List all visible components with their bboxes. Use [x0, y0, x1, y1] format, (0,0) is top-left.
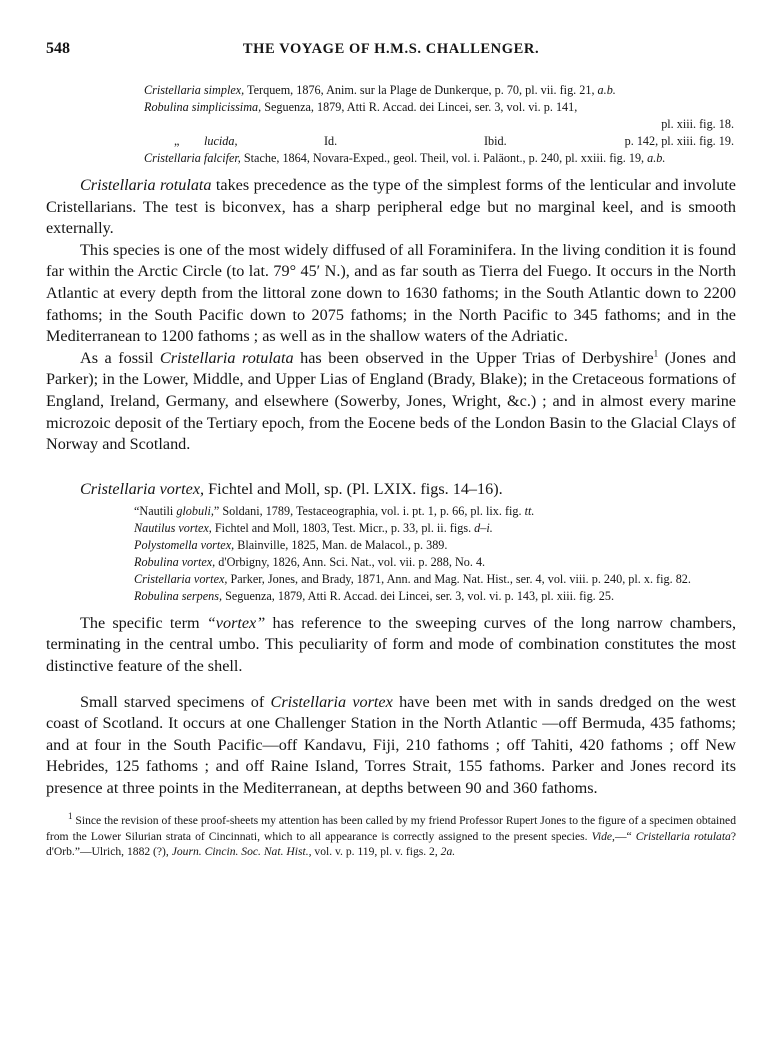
paragraph-description: Cristellaria rotulata takes precedence as the type of the simplest forms of the lenticular and involute Cristellarians. The test is biconvex, has a sharp peripheral edge but no marginal keel, and is smooth externally.	[46, 176, 736, 238]
synonym-entry: “Nautili globuli,” Soldani, 1789, Testaceographia, vol. i. pt. 1, p. 66, pl. lix. fig. tt.	[134, 503, 535, 518]
running-title: THE VOYAGE OF H.M.S. CHALLENGER.	[242, 41, 540, 57]
paragraph-term: The specific term “vortex” has reference to the sweeping curves of the long narrow chambers, terminating in the central umbo. This peculiarity of form and mode of combination constitutes the most distinctive feature of the shell.	[46, 613, 736, 675]
paragraph-fossil-record: As a fossil Cristellaria rotulata has been observed in the Upper Trias of Derbyshire$^1$ (Jones and Parker); in the Lower, Middle, and Upper Lias of England (Brady, Blake); in the Cretaceous formations of England, Ireland, Germany, and elsewhere (Sowerby, Jones, Wright, &c.) ; and in almost every marine microzoic deposit of the Tertiary epoch, from the Eocene beds of the London Basin to the Glacial Clays of Norway and Scotland.	[46, 348, 736, 454]
synonym-entry: Robulina serpens, Seguenza, 1879, Atti R. Accad. dei Lincei, ser. 3, vol. vi. p. 143, pl. xiii. fig. 25.	[134, 588, 614, 603]
synonym-entry: Cristellaria falcifer, Stache, 1864, Novara-Exped., geol. Theil, vol. i. Paläont., p. 240, pl. xxiii. fig. 19, a.b.	[144, 151, 666, 165]
synonym-entry: Cristellaria simplex, Terquem, 1876, Anim. sur la Plage de Dunkerque, p. 70, pl. vii. fig. 21, a.b.	[144, 83, 616, 97]
paragraph-occurrence: Small starved specimens of Cristellaria vortex have been met with in sands dredged on the west coast of Scotland. It occurs at one Challenger Station in the North Atlantic —off Bermuda, 435 fathoms; and at four in the South Pacific—off Kandavu, Fiji, 210 fathoms ; off Tahiti, 420 fathoms ; off New Hebrides, 125 fathoms ; and off Raine Island, Torres Strait, 155 fathoms. Parker and Jones record its presence at three points in the Mediterranean, at depths between 90 and 360 fathoms.	[46, 692, 737, 797]
footnote: $^1$ Since the revision of these proof-sheets my attention has been called by my friend Professor Rupert Jones to the figure of a specimen obtained from the Lower Silurian strata of Cincinnati, which to all appearance is correctly assigned to the present species. Vide,—“ Cristellaria rotulata? d'Orb.”—Ulrich, 1882 (?), Journ. Cincin. Soc. Nat. Hist., vol. v. p. 119, pl. v. figs. 2, 2a.	[46, 811, 737, 859]
synonymy-list-rotulata	[144, 82, 734, 167]
synonym-entry: Robulina simplicissima, Seguenza, 1879, Atti R. Accad. dei Lincei, ser. 3, vol. vi. p. 141,	[144, 100, 578, 114]
species-heading: Cristellaria vortex, Fichtel and Moll, sp. (Pl. LXIX. figs. 14–16).	[80, 479, 503, 498]
paragraph-distribution: This species is one of the most widely diffused of all Foraminifera. In the living condition it is found far within the Arctic Circle (to lat. 79° 45′ N.), and as far south as Tierra del Fuego. It occurs in the North Atlantic at every depth from the littoral zone down to 1630 fathoms; in the South Atlantic down to 2200 fathoms; in the South Pacific down to 2075 fathoms; in the North Pacific to 345 fathoms; and in the Mediterranean to 1200 fathoms ; as well as in the shallow waters of the Adriatic.	[46, 240, 736, 346]
synonym-entry: „ lucida, Id. Ibid. p. 142, pl. xiii. fig. 19.	[174, 134, 734, 148]
page	[46, 40, 736, 860]
synonym-entry: Nautilus vortex, Fichtel and Moll, 1803, Test. Micr., p. 33, pl. ii. figs. d–i.	[134, 520, 493, 535]
synonym-entry: Polystomella vortex, Blainville, 1825, Man. de Malacol., p. 389.	[134, 537, 448, 552]
synonym-entry: Cristellaria vortex, Parker, Jones, and Brady, 1871, Ann. and Mag. Nat. Hist., ser. 4, vol. viii. p. 240, pl. x. fig. 82.	[134, 571, 691, 586]
synonymy-list-vortex	[134, 503, 734, 605]
synonym-entry-continuation: pl. xiii. fig. 18.	[661, 117, 734, 131]
page-number: 548	[46, 40, 70, 57]
synonym-entry: Robulina vortex, d'Orbigny, 1826, Ann. Sci. Nat., vol. vii. p. 288, No. 4.	[134, 554, 486, 569]
page-header	[46, 40, 736, 62]
footnote-number: 1	[68, 811, 73, 822]
footnote-mark: 1	[653, 348, 659, 359]
